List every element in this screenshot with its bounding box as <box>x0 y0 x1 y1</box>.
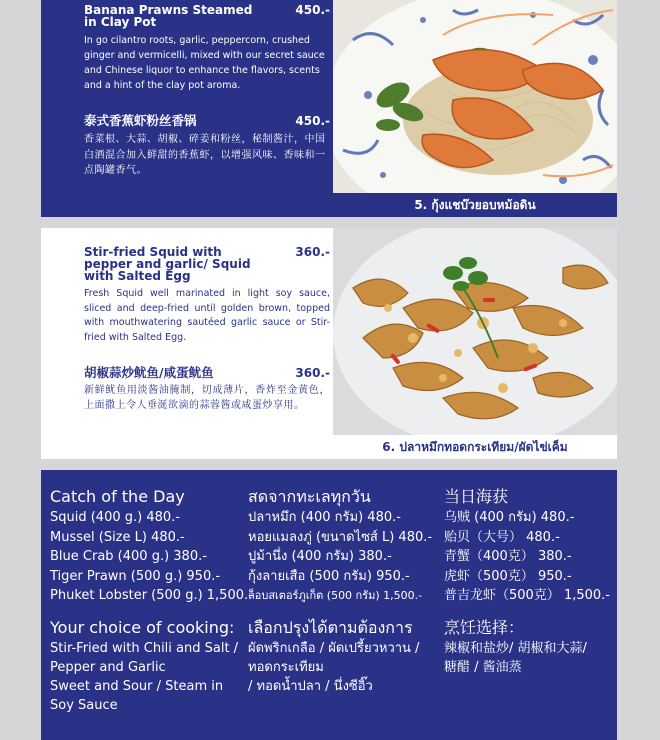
catch-title-th: สดจากทะเลทุกวัน <box>248 487 371 506</box>
dish-5-title-en: Banana Prawns Steamed in Clay Pot <box>84 3 253 29</box>
cooking-title-th: เลือกปรุงได้ตามต้องการ <box>248 617 413 637</box>
dish-5-price-en: 450.- <box>295 3 330 17</box>
catch-item-th: ล็อบสเตอร์ภูเก็ต (500 กรัม) 1,500.- <box>248 589 423 602</box>
catch-item-zh: 贻贝（大号） 480.- <box>444 529 560 545</box>
catch-title-zh: 当日海获 <box>444 487 509 506</box>
dish-5-section <box>41 0 617 217</box>
prawn-claypot-photo <box>333 0 617 193</box>
cooking-option-th: ทอดกระเทียม <box>248 659 324 675</box>
catch-item-zh: 乌贼 (400 กรัม) 480.- <box>444 510 575 525</box>
catch-item-en: Tiger Prawn (500 g.) 950.- <box>50 568 221 584</box>
dish-5-price-zh: 450.- <box>295 114 330 128</box>
cooking-option-zh: 糖醋 / 酱油蒸 <box>444 659 522 675</box>
catch-item-en: Squid (400 g.) 480.- <box>50 510 180 525</box>
cooking-option-zh: 辣椒和盐炒/ 胡椒和大蒜/ <box>444 640 587 656</box>
cooking-option-th: ผัดพริกเกลือ / ผัดเปรี้ยวหวาน / <box>248 640 420 656</box>
catch-item-zh: 普吉龙虾（500克） 1,500.- <box>444 588 610 603</box>
catch-item-en: Mussel (Size L) 480.- <box>50 529 185 545</box>
catch-item-th: ปูม้านึ่ง (400 กรัม) 380.- <box>248 549 392 564</box>
catch-title-en: Catch of the Day <box>50 487 185 506</box>
dish-5-title-zh: 泰式香蕉虾粉丝香锅 <box>84 113 197 128</box>
cooking-option-en: Pepper and Garlic <box>50 659 166 675</box>
cooking-option-en: Sweet and Sour / Steam in <box>50 678 224 694</box>
dish-5-caption: 5. กุ้งแชบ๊วยอบหม้อดิน <box>414 198 536 212</box>
catch-of-the-day-section <box>41 470 617 740</box>
catch-item-th: กุ้งลายเสือ (500 กรัม) 950.- <box>248 568 410 584</box>
dish-5-text <box>84 4 330 179</box>
dish-6-desc-zh: 新鲜鱿鱼用淡酱油腌制，切成薄片，香炸至金黄色，上面撒上令人垂涎欲滴的蒜蓉酱或咸蛋炒享用。 <box>84 385 330 411</box>
dish-6-price-en: 360.- <box>295 245 330 259</box>
cooking-title-zh: 烹饪选择： <box>444 617 525 637</box>
dish-6-title-en: Stir-fried Squid with pepper and garlic/ Squid with Salted Egg <box>84 245 251 283</box>
cooking-option-en: Soy Sauce <box>50 697 118 713</box>
catch-item-th: หอยแมลงภู่ (ขนาดไซส์ L) 480.- <box>248 529 433 545</box>
cooking-title-en: Your choice of cooking: <box>50 617 235 637</box>
dish-5-desc-zh: 香菜根、大蒜、胡椒、碎姜和粉丝，秘制酱汁，中国白酒混合加入鲜甜的香蕉虾，以增强风味、香味和一点陶罐香气。 <box>84 134 326 176</box>
catch-item-th: ปลาหมึก (400 กรัม) 480.- <box>248 510 401 525</box>
catch-column-english <box>50 486 253 715</box>
fried-squid-photo <box>333 228 617 435</box>
dish-6-price-zh: 360.- <box>295 366 330 380</box>
catch-item-zh: 虎虾（500克） 950.- <box>444 568 572 584</box>
cooking-option-en: Stir-Fried with Chili and Salt / <box>50 640 239 656</box>
cooking-option-th: / ทอดน้ำปลา / นึ่งซีอิ๊ว <box>248 678 373 694</box>
dish-6-caption: 6. ปลาหมึกทอดกระเทียม/ผัดไข่เค็ม <box>382 440 568 454</box>
dish-6-text <box>84 246 330 413</box>
dish-6-section <box>41 228 617 459</box>
catch-item-zh: 青蟹（400克） 380.- <box>444 549 572 564</box>
dish-6-title-zh: 胡椒蒜炒鱿鱼/咸蛋鱿鱼 <box>84 365 214 380</box>
catch-item-en: Blue Crab (400 g.) 380.- <box>50 549 207 564</box>
catch-column-thai <box>248 486 443 696</box>
catch-item-en: Phuket Lobster (500 g.) 1,500.- <box>50 588 253 603</box>
dish-5-desc-en: In go cilantro roots, garlic, peppercorn, crushed ginger and vermicelli, mixed with our secret sauce and Chinese liquor to enhance the flavors, scents and a hint of the clay pot aroma. <box>84 35 325 91</box>
dish-6-desc-en: Fresh Squid well marinated in light soy sauce, sliced and deep-fried until golden brown, topped with mouthwatering sautéed garlic sauce or Stir-fried with Salted Egg. <box>84 288 330 343</box>
catch-column-chinese <box>444 486 614 677</box>
